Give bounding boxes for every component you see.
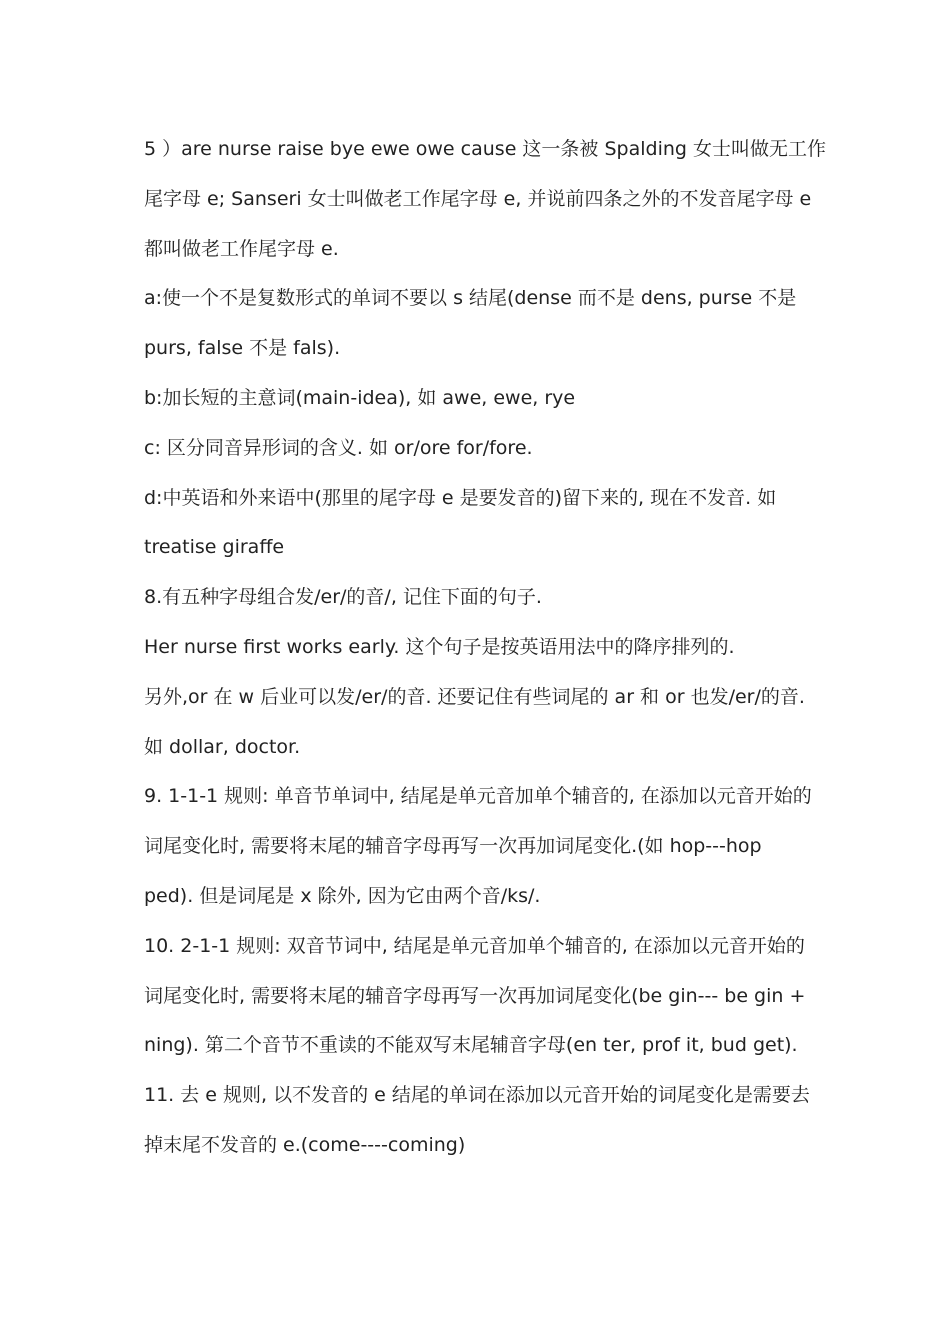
text-line: b:加长短的主意词(main-idea), 如 awe, ewe, rye	[144, 386, 576, 409]
text-line: 尾字母 e; Sanseri 女士叫做老工作尾字母 e, 并说前四条之外的不发音尾字母 e	[144, 187, 812, 210]
text-line: 11. 去 e 规则, 以不发音的 e 结尾的单词在添加以元音开始的词尾变化是需要去	[144, 1084, 810, 1107]
text-line: purs, false 不是 fals).	[144, 337, 341, 360]
text-line: c: 区分同音异形词的含义. 如 or/ore for/fore.	[144, 436, 533, 459]
text-line: 词尾变化时, 需要将末尾的辅音字母再写一次再加词尾变化.(如 hop---hop	[144, 835, 762, 858]
text-line: 10. 2-1-1 规则: 双音节词中, 结尾是单元音加单个辅音的, 在添加以元音开始的	[144, 934, 805, 957]
text-line: d:中英语和外来语中(那里的尾字母 e 是要发音的)留下来的, 现在不发音. 如	[144, 486, 777, 509]
text-line: 掉末尾不发音的 e.(come----coming)	[144, 1133, 466, 1156]
text-line: 如 dollar, doctor.	[144, 735, 301, 758]
text-line: 5 ）are nurse raise bye ewe owe cause 这一条被 Spalding 女士叫做无工作	[144, 138, 826, 160]
text-line: 词尾变化时, 需要将末尾的辅音字母再写一次再加词尾变化(be gin--- be gin +	[144, 984, 806, 1007]
text-line: ning). 第二个音节不重读的不能双写末尾辅音字母(en ter, prof it, bud get).	[144, 1034, 798, 1057]
text-line: 都叫做老工作尾字母 e.	[144, 237, 339, 260]
document-body	[144, 125, 826, 1171]
text-line: 另外,or 在 w 后业可以发/er/的音. 还要记住有些词尾的 ar 和 or 也发/er/的音.	[144, 685, 805, 708]
text-line: ped). 但是词尾是 x 除外, 因为它由两个音/ks/.	[144, 884, 541, 907]
text-line: a:使一个不是复数形式的单词不要以 s 结尾(dense 而不是 dens, purse 不是	[144, 287, 797, 310]
text-line: treatise giraffe	[144, 536, 285, 559]
text-line: 9. 1-1-1 规则: 单音节单词中, 结尾是单元音加单个辅音的, 在添加以元音开始的	[144, 785, 812, 808]
text-line: 8.有五种字母组合发/er/的音/, 记住下面的句子.	[144, 586, 542, 609]
text-line: Her nurse first works early. 这个句子是按英语用法中的降序排列的.	[144, 635, 735, 658]
